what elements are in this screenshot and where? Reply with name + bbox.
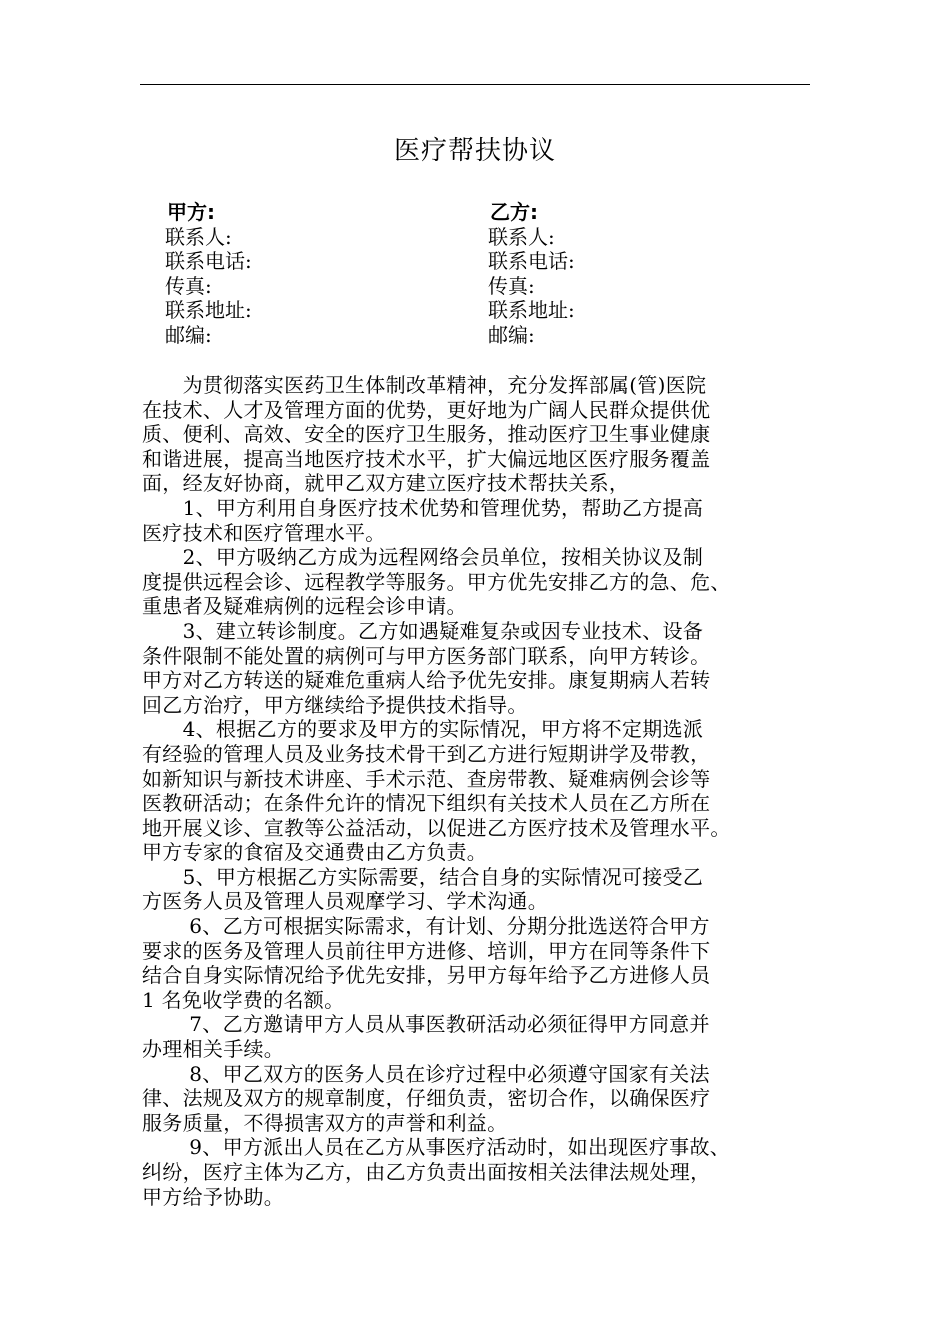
body-line: 方医务人员及管理人员观摩学习、学术沟通。 — [142, 889, 548, 914]
body-line: 重患者及疑难病例的远程会诊申请。 — [142, 594, 467, 619]
body-line: 1 名免收学费的名额。 — [142, 987, 345, 1012]
body-line: 如新知识与新技术讲座、手术示范、查房带教、疑难病例会诊等 — [142, 766, 711, 791]
body-line: 回乙方治疗，甲方继续给予提供技术指导。 — [142, 692, 528, 717]
body-line: 8、甲乙双方的医务人员在诊疗过程中必须遵守国家有关法 — [142, 1061, 710, 1086]
party-b-postcode-label: 邮编: — [488, 322, 535, 347]
body-line: 和谐进展，提高当地医疗技术水平，扩大偏远地区医疗服务覆盖 — [142, 446, 711, 471]
party-a-block — [165, 200, 252, 348]
body-line: 办理相关手续。 — [142, 1037, 285, 1062]
body-line: 6、乙方可根据实际需求，有计划、分期分批选送符合甲方 — [142, 914, 710, 939]
body-line: 3、建立转诊制度。乙方如遇疑难复杂或因专业技术、设备 — [142, 618, 704, 643]
body-line: 面，经友好协商，就甲乙双方建立医疗技术帮扶关系， — [142, 471, 630, 496]
body-line: 纠纷，医疗主体为乙方，由乙方负责出面按相关法律法规处理， — [142, 1160, 711, 1184]
agreement-body — [142, 373, 832, 1209]
body-line: 医疗技术和医疗管理水平。 — [142, 520, 386, 545]
body-line: 质、便利、高效、安全的医疗卫生服务，推动医疗卫生事业健康 — [142, 422, 711, 447]
body-line: 律、法规及双方的规章制度，仔细负责，密切合作，以确保医疗 — [142, 1086, 711, 1111]
body-line: 1、甲方利用自身医疗技术优势和管理优势，帮助乙方提高 — [142, 495, 704, 520]
body-line: 结合自身实际情况给予优先安排，另甲方每年给予乙方进修人员 — [142, 963, 711, 988]
body-line: 7、乙方邀请甲方人员从事医教研活动必须征得甲方同意并 — [142, 1012, 710, 1037]
body-line: 甲方专家的食宿及交通费由乙方负责。 — [142, 840, 488, 865]
body-line: 9、甲方派出人员在乙方从事医疗活动时，如出现医疗事故、 — [142, 1135, 731, 1160]
body-line: 度提供远程会诊、远程教学等服务。甲方优先安排乙方的急、危、 — [142, 569, 731, 594]
body-line: 为贯彻落实医药卫生体制改革精神，充分发挥部属(管)医院 — [142, 373, 707, 397]
body-line: 甲方对乙方转送的疑难危重病人给予优先安排。康复期病人若转 — [142, 668, 711, 693]
page-title: 医疗帮扶协议 — [393, 136, 556, 166]
party-b-heading: 乙方: — [490, 200, 538, 224]
header-rule — [140, 84, 810, 85]
body-line: 条件限制不能处置的病例可与甲方医务部门联系，向甲方转诊。 — [142, 643, 711, 668]
party-a-heading: 甲方: — [167, 200, 215, 224]
party-a-address-label: 联系地址: — [165, 298, 252, 323]
party-b-fax-label: 传真: — [488, 273, 535, 298]
party-b-block — [488, 200, 575, 348]
body-line: 5、甲方根据乙方实际需要，结合自身的实际情况可接受乙 — [142, 864, 704, 889]
body-line: 2、甲方吸纳乙方成为远程网络会员单位，按相关协议及制 — [142, 545, 704, 570]
party-a-phone-label: 联系电话: — [165, 249, 252, 274]
body-line: 服务质量，不得损害双方的声誉和利益。 — [142, 1110, 508, 1135]
party-a-fax-label: 传真: — [165, 273, 212, 298]
party-a-contact-label: 联系人: — [165, 224, 232, 249]
party-b-phone-label: 联系电话: — [488, 249, 575, 274]
body-line: 地开展义诊、宣教等公益活动，以促进乙方医疗技术及管理水平。 — [142, 815, 731, 840]
body-line: 4、根据乙方的要求及甲方的实际情况，甲方将不定期选派 — [142, 717, 704, 742]
body-line: 有经验的管理人员及业务技术骨干到乙方进行短期讲学及带教， — [142, 741, 711, 766]
body-line: 甲方给予协助。 — [142, 1184, 285, 1209]
party-b-address-label: 联系地址: — [488, 298, 575, 323]
body-line: 医教研活动；在条件允许的情况下组织有关技术人员在乙方所在 — [142, 791, 711, 816]
body-line: 要求的医务及管理人员前往甲方进修、培训，甲方在同等条件下 — [142, 938, 711, 963]
body-line: 在技术、人才及管理方面的优势，更好地为广阔人民群众提供优 — [142, 397, 711, 422]
party-b-contact-label: 联系人: — [488, 224, 555, 249]
party-a-postcode-label: 邮编: — [165, 322, 212, 347]
